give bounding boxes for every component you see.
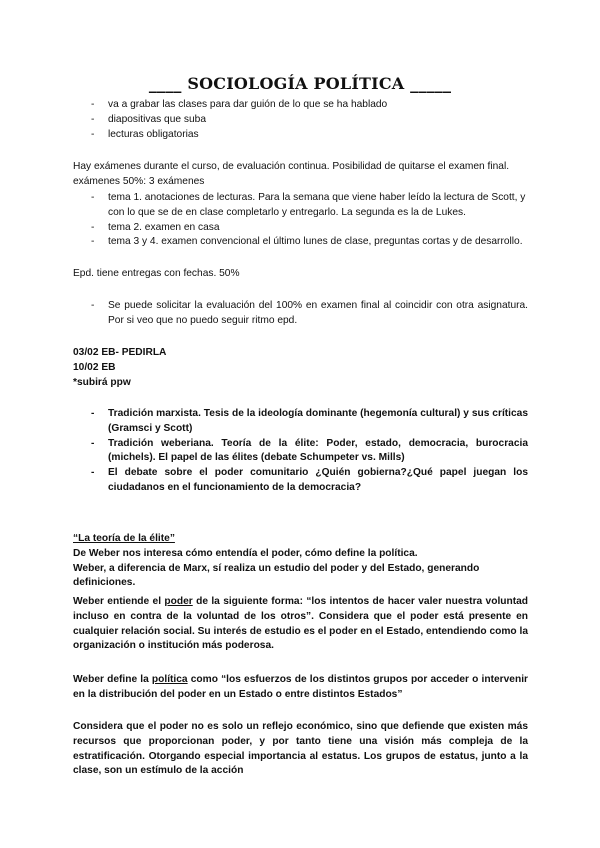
dates-block — [73, 346, 528, 390]
epd-list — [73, 299, 528, 329]
last-paragraph: Considera que el poder no es solo un reflejo económico, sino que defiende que existen más recursos que proporcionan poder, y por tanto tiene una visión más compleja de la estratificación. Otorgando especial importancia al estatus. Los grupos de estatus, junto a la clase, son un estímulo de la acción — [73, 721, 528, 777]
paragraph-line: Weber, a diferencia de Marx, sí realiza un estudio del poder y del Estado, generando definiciones. — [73, 562, 480, 589]
epd-line: Epd. tiene entregas con fechas. 50% — [73, 268, 240, 279]
politica-paragraph: Weber define la política como “los esfuerzos de los distintos grupos por acceder o intervenir en la distribución del poder en un Estado o entre distintos Estados” — [73, 674, 528, 700]
list-item: - tema 2. examen en casa — [73, 221, 528, 236]
paragraph-line: De Weber nos interesa cómo entendía el poder, cómo define la política. — [73, 547, 418, 559]
date-line: 03/02 EB- PEDIRLA — [73, 347, 167, 358]
date-line: *subirá ppw — [73, 376, 131, 388]
term-poder: poder — [164, 596, 193, 607]
list-item: - Se puede solicitar la evaluación del 100% en examen final al coincidir con otra asignatura. Por si veo que no puedo seguir ritmo epd. — [73, 299, 528, 329]
list-item: - tema 1. anotaciones de lecturas. Para la semana que viene haber leído la lectura de Scott, y con lo que se de en clase completarlo y entregarlo. La segunda es la de Lukes. — [73, 191, 528, 221]
term-politica: política — [151, 674, 188, 685]
list-item: - El debate sobre el poder comunitario ¿Quién gobierna?¿Qué papel juegan los ciudadanos en el funcionamiento de la democracia? — [73, 466, 528, 496]
exam-intro — [73, 160, 528, 190]
date-line: 10/02 EB — [73, 361, 116, 373]
topics-list — [73, 407, 528, 496]
list-item: - Tradición weberiana. Teoría de la élite: Poder, estado, democracia, burocracia (michels). El papel de las élites (debate Schumpeter vs. Mills) — [73, 437, 528, 467]
list-item: - lecturas obligatorias — [73, 128, 528, 143]
intro-list — [73, 98, 528, 142]
list-item: - Tradición marxista. Tesis de la ideología dominante (hegemonía cultural) y sus críticas (Gramsci y Scott) — [73, 407, 528, 437]
list-item: - va a grabar las clases para dar guión de lo que se ha hablado — [73, 98, 528, 113]
list-item: - diapositivas que suba — [73, 113, 528, 128]
list-item: - tema 3 y 4. examen convencional el último lunes de clase, preguntas cortas y de desarrollo. — [73, 235, 528, 250]
poder-paragraph: Weber entiende el poder de la siguiente forma: “los intentos de hacer valer nuestra voluntad incluso en contra de la voluntad de los otros”. Considera que el poder está presente en cualquier relación social. Su interés de estudio es el poder en el Estado, entendiendo como la organización o institución más poderosa. — [73, 596, 529, 652]
page-title: ____ SOCIOLOGÍA POLÍTICA _____ — [148, 74, 452, 93]
paragraph-line: exámenes 50%: 3 exámenes — [73, 175, 205, 187]
exam-list — [73, 191, 528, 250]
section-title: “La teoría de la élite” — [73, 533, 175, 544]
paragraph-line: Hay exámenes durante el curso, de evaluación continua. Posibilidad de quitarse el examen final. — [73, 161, 510, 172]
section-block — [73, 532, 528, 591]
